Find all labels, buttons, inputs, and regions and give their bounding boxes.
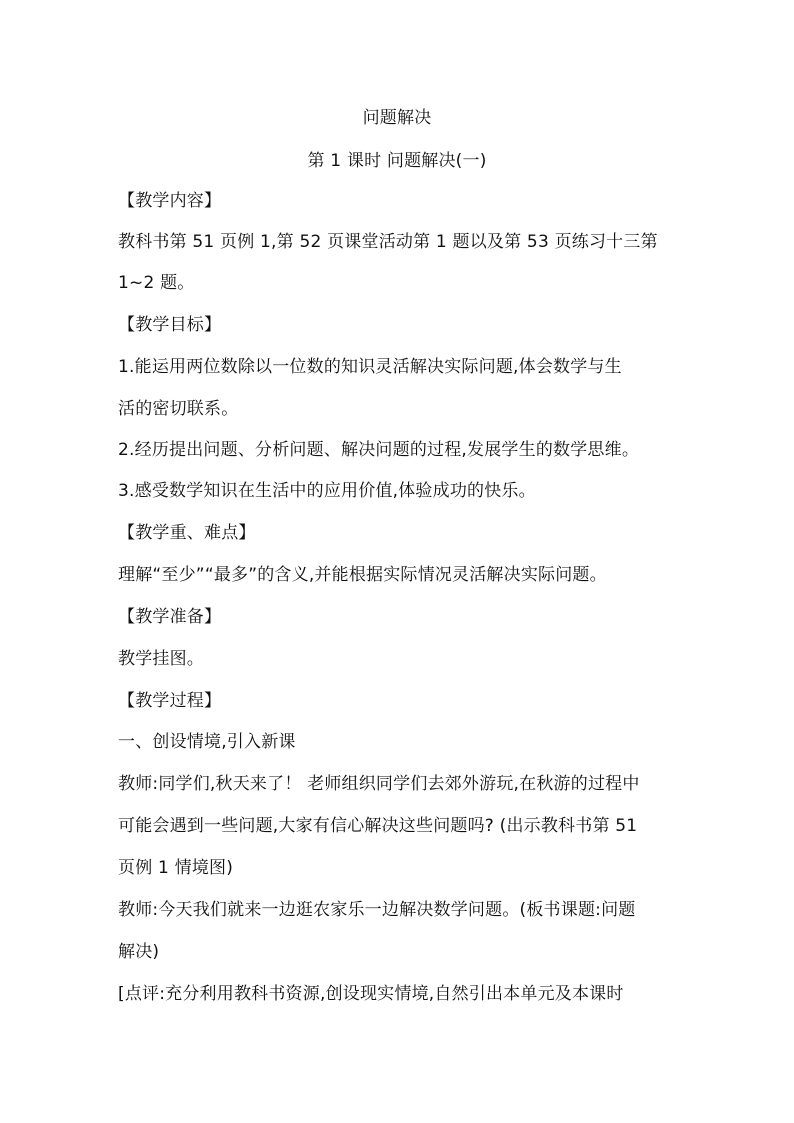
paragraph-line: 3.感受数学知识在生活中的应用价值,体验成功的快乐。 xyxy=(118,481,536,501)
paragraph-line: 1.能运用两位数除以一位数的知识灵活解决实际问题,体会数学与生 xyxy=(118,357,622,377)
lesson-subtitle: 第 1 课时 问题解决(一) xyxy=(307,151,487,171)
paragraph-line: 理解“至少”“最多”的含义,并能根据实际情况灵活解决实际问题。 xyxy=(118,565,607,585)
paragraph-line: 教师:同学们,秋天来了！ 老师组织同学们去郊外游玩,在秋游的过程中 xyxy=(118,774,640,794)
paragraph-line: 解决) xyxy=(118,942,160,962)
comment-line: [点评:充分利用教科书资源,创设现实情境,自然引出本单元及本课时 xyxy=(118,984,624,1004)
subsection-heading: 一、创设情境,引入新课 xyxy=(118,732,296,752)
section-heading-key-points: 【教学重、难点】 xyxy=(118,523,256,543)
paragraph-line: 页例 1 情境图) xyxy=(118,858,234,878)
paragraph-line: 1~2 题。 xyxy=(118,273,195,293)
paragraph-line: 可能会遇到一些问题,大家有信心解决这些问题吗? (出示教科书第 51 xyxy=(118,816,638,836)
section-heading-objectives: 【教学目标】 xyxy=(118,315,222,335)
paragraph-line: 2.经历提出问题、分析问题、解决问题的过程,发展学生的数学思维。 xyxy=(118,440,640,460)
document-title: 问题解决 xyxy=(362,108,432,128)
paragraph-line: 活的密切联系。 xyxy=(118,399,239,419)
paragraph-line: 教师:今天我们就来一边逛农家乐一边解决数学问题。(板书课题:问题 xyxy=(118,900,636,920)
section-heading-process: 【教学过程】 xyxy=(118,691,222,711)
paragraph-line: 教学挂图。 xyxy=(118,649,204,669)
section-heading-content: 【教学内容】 xyxy=(118,191,222,211)
paragraph-line: 教科书第 51 页例 1,第 52 页课堂活动第 1 题以及第 53 页练习十三第 xyxy=(118,232,658,252)
section-heading-preparation: 【教学准备】 xyxy=(118,607,222,627)
